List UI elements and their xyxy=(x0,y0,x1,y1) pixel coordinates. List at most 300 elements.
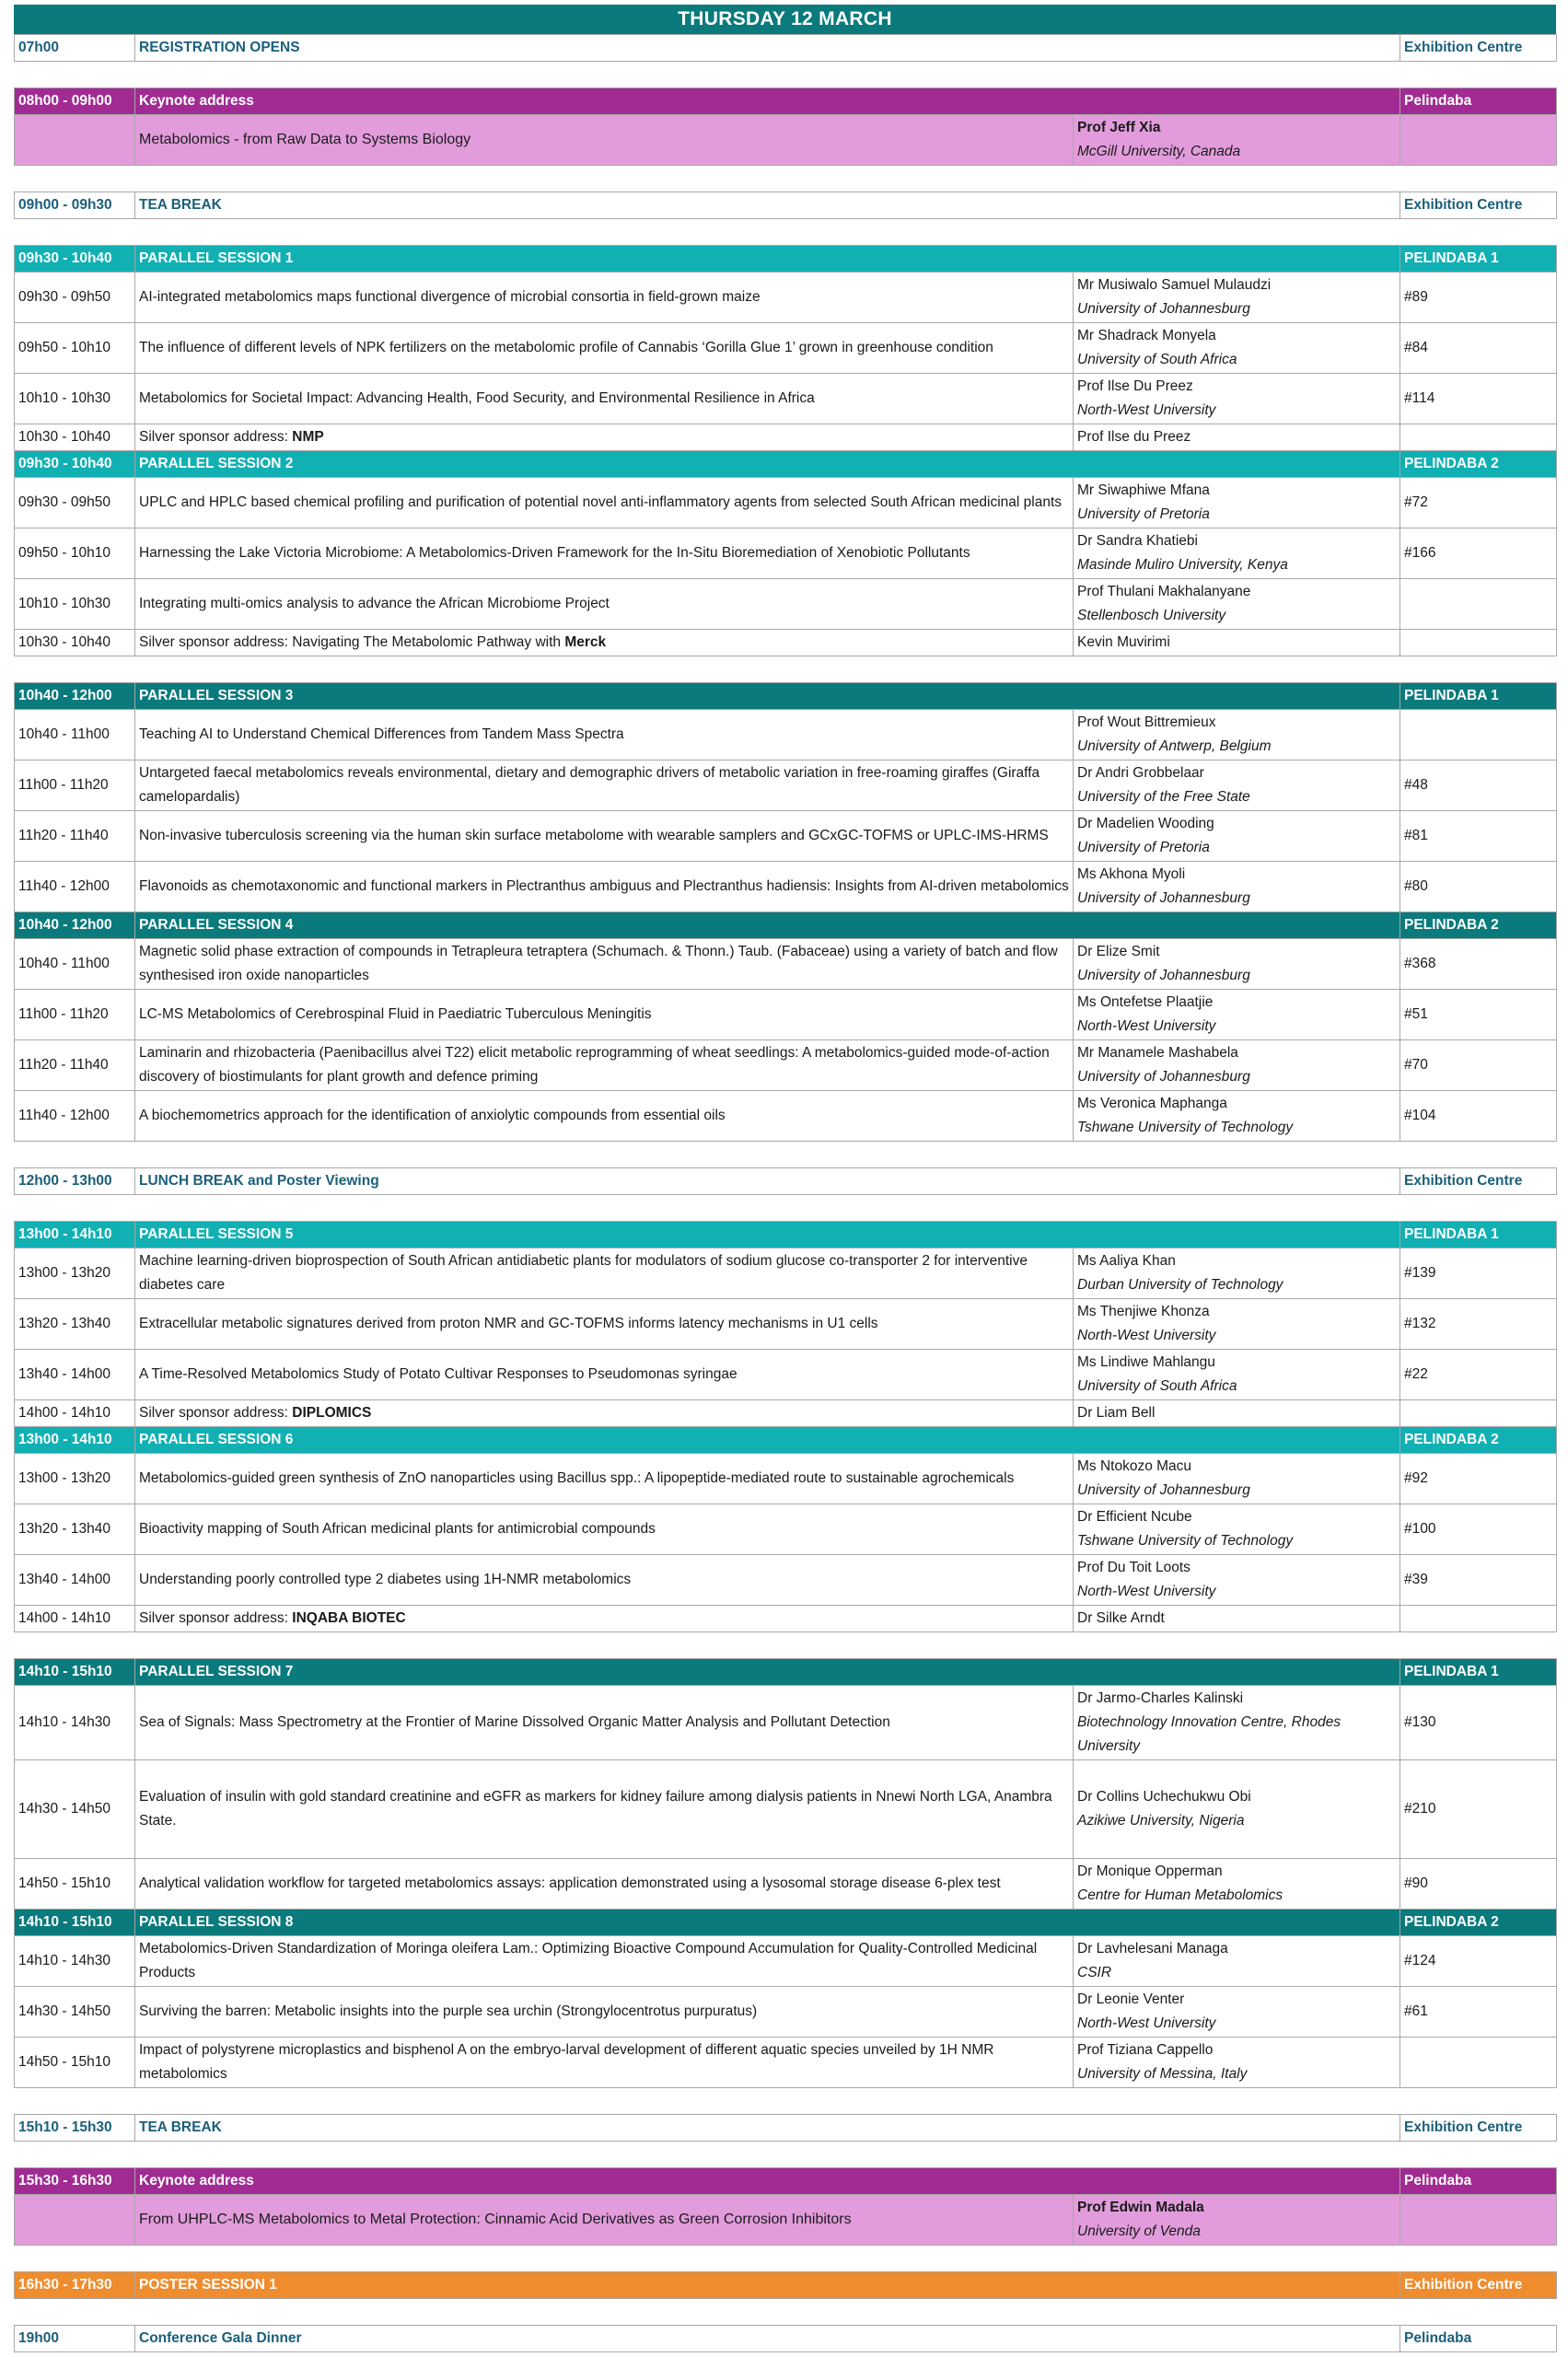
session-header-2 xyxy=(15,451,1557,478)
talk-title: Metabolomics for Societal Impact: Advancing Health, Food Security, and Environmental Resilience in Africa xyxy=(135,374,1074,424)
time-cell: 14h30 - 14h50 xyxy=(15,1760,135,1859)
time-cell: 19h00 xyxy=(15,2326,135,2352)
time-cell: 14h00 - 14h10 xyxy=(15,1400,135,1427)
speaker-name: Ms Aaliya Khan xyxy=(1077,1253,1176,1269)
talk-row xyxy=(15,1987,1557,2038)
event-label: LUNCH BREAK and Poster Viewing xyxy=(135,1168,1400,1195)
sponsor-name: NMP xyxy=(292,429,324,445)
event-label: Keynote address xyxy=(135,88,1400,115)
abstract-code: #368 xyxy=(1400,939,1557,990)
session-label: PARALLEL SESSION 3 xyxy=(135,683,1400,710)
talk-title: Metabolomics-Driven Standardization of Moringa oleifera Lam.: Optimizing Bioactive Compound Accumulation for Quality-Controlled Medicinal Products xyxy=(135,1936,1074,1987)
speaker-affiliation: North-West University xyxy=(1077,1018,1216,1034)
venue-cell: Exhibition Centre xyxy=(1400,35,1557,62)
speaker-cell xyxy=(1074,862,1400,912)
speaker-name: Mr Manamele Mashabela xyxy=(1077,1045,1238,1061)
time-cell: 13h40 - 14h00 xyxy=(15,1555,135,1606)
talk-title: Machine learning-driven bioprospection of South African antidiabetic plants for modulators of sodium glucose co-transporter 2 for interventive diabetes care xyxy=(135,1248,1074,1299)
session-label: PARALLEL SESSION 8 xyxy=(135,1910,1400,1936)
speaker-name: Dr Madelien Wooding xyxy=(1077,816,1214,831)
talk-row xyxy=(15,528,1557,579)
speaker-affiliation: McGill University, Canada xyxy=(1077,144,1241,159)
session-label: PARALLEL SESSION 2 xyxy=(135,451,1400,478)
speaker-name: Dr Sandra Khatiebi xyxy=(1077,533,1198,549)
sponsor-name: DIPLOMICS xyxy=(292,1405,372,1421)
speaker-cell xyxy=(1074,1686,1400,1760)
abstract-code: #139 xyxy=(1400,1248,1557,1299)
abstract-code: #39 xyxy=(1400,1555,1557,1606)
sessions-7-8-block xyxy=(14,1658,1557,2088)
talk-title: Sea of Signals: Mass Spectrometry at the Frontier of Marine Dissolved Organic Matter Analysis and Pollutant Detection xyxy=(135,1686,1074,1760)
abstract-code: #104 xyxy=(1400,1091,1557,1142)
talk-title: Metabolomics - from Raw Data to Systems Biology xyxy=(135,115,1074,166)
venue-cell: PELINDABA 1 xyxy=(1400,246,1557,273)
time-cell: 09h30 - 09h50 xyxy=(15,478,135,528)
time-cell: 15h30 - 16h30 xyxy=(15,2168,135,2195)
speaker-name: Dr Andri Grobbelaar xyxy=(1077,765,1204,781)
poster-session-block xyxy=(14,2271,1557,2299)
speaker-name: Kevin Muvirimi xyxy=(1074,630,1400,656)
talk-row xyxy=(15,990,1557,1040)
talk-title: Bioactivity mapping of South African medicinal plants for antimicrobial compounds xyxy=(135,1504,1074,1555)
abstract-code xyxy=(1400,579,1557,630)
tea-break-block-2 xyxy=(14,2114,1557,2142)
speaker-cell xyxy=(1074,811,1400,862)
abstract-code: #166 xyxy=(1400,528,1557,579)
time-cell: 14h10 - 14h30 xyxy=(15,1686,135,1760)
speaker-cell xyxy=(1074,1504,1400,1555)
time-cell: 13h00 - 14h10 xyxy=(15,1222,135,1248)
talk-title: The influence of different levels of NPK fertilizers on the metabolomic profile of Cannabis ‘Gorilla Glue 1’ grown in greenhouse condition xyxy=(135,323,1074,374)
talk-row xyxy=(15,710,1557,761)
sponsor-title xyxy=(135,1606,1074,1632)
sessions-1-2-block xyxy=(14,245,1557,656)
abstract-code: #48 xyxy=(1400,761,1557,811)
session-header-3 xyxy=(15,683,1557,710)
abstract-code xyxy=(1400,1606,1557,1632)
sponsor-row xyxy=(15,1400,1557,1427)
venue-cell: PELINDABA 2 xyxy=(1400,912,1557,939)
speaker-affiliation: North-West University xyxy=(1077,402,1216,418)
abstract-code: #84 xyxy=(1400,323,1557,374)
venue-cell: PELINDABA 2 xyxy=(1400,1427,1557,1454)
venue-cell: PELINDABA 2 xyxy=(1400,451,1557,478)
abstract-code: #89 xyxy=(1400,273,1557,323)
time-cell: 14h10 - 15h10 xyxy=(15,1659,135,1686)
sponsor-row xyxy=(15,424,1557,451)
speaker-affiliation: University of Johannesburg xyxy=(1077,890,1250,906)
sessions-3-4-block xyxy=(14,682,1557,1142)
talk-title: LC-MS Metabolomics of Cerebrospinal Fluid in Paediatric Tuberculous Meningitis xyxy=(135,990,1074,1040)
speaker-cell xyxy=(1074,2038,1400,2088)
keynote-talk xyxy=(15,115,1557,166)
time-cell: 11h40 - 12h00 xyxy=(15,1091,135,1142)
venue-cell: PELINDABA 1 xyxy=(1400,1222,1557,1248)
talk-title: UPLC and HPLC based chemical profiling and purification of potential novel anti-inflammatory agents from selected South African medicinal plants xyxy=(135,478,1074,528)
venue-cell: Pelindaba xyxy=(1400,2168,1557,2195)
talk-title: From UHPLC-MS Metabolomics to Metal Protection: Cinnamic Acid Derivatives as Green Corrosion Inhibitors xyxy=(135,2195,1074,2246)
speaker-name: Prof Ilse Du Preez xyxy=(1077,378,1193,394)
abstract-code: #210 xyxy=(1400,1760,1557,1859)
talk-title: Analytical validation workflow for targeted metabolomics assays: application demonstrated using a lysosomal storage disease 6-plex test xyxy=(135,1859,1074,1910)
programme-sheet xyxy=(14,5,1556,2352)
time-cell xyxy=(15,115,135,166)
speaker-name: Prof Du Toit Loots xyxy=(1077,1560,1191,1575)
day-title: THURSDAY 12 MARCH xyxy=(14,5,1556,34)
talk-row xyxy=(15,1936,1557,1987)
session-header-4 xyxy=(15,912,1557,939)
speaker-name: Prof Ilse du Preez xyxy=(1074,424,1400,451)
keynote-block-2 xyxy=(14,2167,1557,2246)
time-cell: 11h40 - 12h00 xyxy=(15,862,135,912)
abstract-code: #92 xyxy=(1400,1454,1557,1504)
venue-cell: Pelindaba xyxy=(1400,88,1557,115)
time-cell: 09h30 - 10h40 xyxy=(15,451,135,478)
speaker-cell xyxy=(1074,710,1400,761)
speaker-name: Dr Liam Bell xyxy=(1074,1400,1400,1427)
registration-row xyxy=(15,35,1557,62)
speaker-affiliation: University of Pretoria xyxy=(1077,506,1210,522)
speaker-name: Dr Lavhelesani Managa xyxy=(1077,1941,1228,1956)
talk-row xyxy=(15,579,1557,630)
talk-title: A Time-Resolved Metabolomics Study of Potato Cultivar Responses to Pseudomonas syringae xyxy=(135,1350,1074,1400)
speaker-name: Ms Lindiwe Mahlangu xyxy=(1077,1354,1215,1370)
talk-row xyxy=(15,1760,1557,1859)
speaker-name: Dr Jarmo-Charles Kalinski xyxy=(1077,1690,1244,1706)
time-cell: 09h50 - 10h10 xyxy=(15,528,135,579)
talk-row xyxy=(15,2038,1557,2088)
event-label: Keynote address xyxy=(135,2168,1400,2195)
keynote-header xyxy=(15,2168,1557,2195)
talk-title: Surviving the barren: Metabolic insights into the purple sea urchin (Strongylocentrotus purpuratus) xyxy=(135,1987,1074,2038)
speaker-name: Ms Ontefetse Plaatjie xyxy=(1077,994,1214,1010)
time-cell: 14h50 - 15h10 xyxy=(15,2038,135,2088)
talk-title: Integrating multi-omics analysis to advance the African Microbiome Project xyxy=(135,579,1074,630)
speaker-affiliation: Centre for Human Metabolomics xyxy=(1077,1887,1283,1903)
sessions-5-6-block xyxy=(14,1221,1557,1632)
speaker-cell xyxy=(1074,2195,1400,2246)
time-cell: 10h30 - 10h40 xyxy=(15,424,135,451)
event-label: TEA BREAK xyxy=(135,192,1400,219)
talk-title: Evaluation of insulin with gold standard creatinine and eGFR as markers for kidney failure among dialysis patients in Nnewi North LGA, Anambra State. xyxy=(135,1760,1074,1859)
talk-row xyxy=(15,1299,1557,1350)
sponsor-row xyxy=(15,1606,1557,1632)
session-header-1 xyxy=(15,246,1557,273)
talk-title: Impact of polystyrene microplastics and bisphenol A on the embryo-larval development of different aquatic species unveiled by 1H NMR metabolomics xyxy=(135,2038,1074,2088)
abstract-code: #114 xyxy=(1400,374,1557,424)
speaker-affiliation: University of Johannesburg xyxy=(1077,1069,1250,1085)
talk-row xyxy=(15,1091,1557,1142)
speaker-affiliation: Tshwane University of Technology xyxy=(1077,1533,1294,1549)
keynote-block-1 xyxy=(14,87,1557,166)
session-label: PARALLEL SESSION 7 xyxy=(135,1659,1400,1686)
speaker-cell xyxy=(1074,939,1400,990)
time-cell: 13h00 - 13h20 xyxy=(15,1248,135,1299)
abstract-code: #81 xyxy=(1400,811,1557,862)
speaker-affiliation: University of Antwerp, Belgium xyxy=(1077,738,1272,754)
session-label: PARALLEL SESSION 6 xyxy=(135,1427,1400,1454)
speaker-name: Dr Monique Opperman xyxy=(1077,1864,1223,1879)
time-cell xyxy=(15,2195,135,2246)
speaker-affiliation: North-West University xyxy=(1077,1584,1216,1599)
time-cell: 14h00 - 14h10 xyxy=(15,1606,135,1632)
abstract-code: #132 xyxy=(1400,1299,1557,1350)
talk-row xyxy=(15,273,1557,323)
event-label: REGISTRATION OPENS xyxy=(135,35,1400,62)
venue-cell: Exhibition Centre xyxy=(1400,1168,1557,1195)
speaker-cell xyxy=(1074,1091,1400,1142)
time-cell: 10h30 - 10h40 xyxy=(15,630,135,656)
talk-title: Laminarin and rhizobacteria (Paenibacillus alvei T22) elicit metabolic reprogramming of wheat seedlings: A metabolomics-guided mode-of-action discovery of biostimulants for plant growth and defence priming xyxy=(135,1040,1074,1091)
speaker-cell xyxy=(1074,1987,1400,2038)
talk-title: Teaching AI to Understand Chemical Differences from Tandem Mass Spectra xyxy=(135,710,1074,761)
speaker-cell xyxy=(1074,1350,1400,1400)
time-cell: 12h00 - 13h00 xyxy=(15,1168,135,1195)
speaker-cell xyxy=(1074,579,1400,630)
speaker-cell xyxy=(1074,1454,1400,1504)
venue-cell: Exhibition Centre xyxy=(1400,192,1557,219)
time-cell: 11h00 - 11h20 xyxy=(15,990,135,1040)
talk-title: AI-integrated metabolomics maps functional divergence of microbial consortia in field-grown maize xyxy=(135,273,1074,323)
code-cell xyxy=(1400,115,1557,166)
speaker-name: Prof Jeff Xia xyxy=(1077,120,1161,135)
abstract-code: #61 xyxy=(1400,1987,1557,2038)
sponsor-prefix: Silver sponsor address: xyxy=(139,1610,293,1626)
time-cell: 13h40 - 14h00 xyxy=(15,1350,135,1400)
time-cell: 16h30 - 17h30 xyxy=(15,2272,135,2299)
session-header-6 xyxy=(15,1427,1557,1454)
speaker-name: Dr Silke Arndt xyxy=(1074,1606,1400,1632)
talk-title: Untargeted faecal metabolomics reveals environmental, dietary and demographic drivers of metabolic variation in free-roaming giraffes (Giraffa camelopardalis) xyxy=(135,761,1074,811)
time-cell: 08h00 - 09h00 xyxy=(15,88,135,115)
registration-block xyxy=(14,34,1557,62)
sponsor-title xyxy=(135,630,1074,656)
talk-title: Harnessing the Lake Victoria Microbiome: A Metabolomics-Driven Framework for the In-Situ Bioremediation of Xenobiotic Pollutants xyxy=(135,528,1074,579)
venue-cell: PELINDABA 1 xyxy=(1400,1659,1557,1686)
talk-row xyxy=(15,1350,1557,1400)
speaker-name: Dr Collins Uchechukwu Obi xyxy=(1077,1789,1251,1805)
abstract-code: #124 xyxy=(1400,1936,1557,1987)
abstract-code xyxy=(1400,2038,1557,2088)
talk-title: Magnetic solid phase extraction of compounds in Tetrapleura tetraptera (Schumach. & Thonn.) Taub. (Fabaceae) using a variety of batch and flow synthesised iron oxide nanoparticles xyxy=(135,939,1074,990)
speaker-cell xyxy=(1074,273,1400,323)
time-cell: 10h10 - 10h30 xyxy=(15,374,135,424)
time-cell: 13h00 - 14h10 xyxy=(15,1427,135,1454)
speaker-name: Prof Thulani Makhalanyane xyxy=(1077,584,1251,599)
time-cell: 09h30 - 09h50 xyxy=(15,273,135,323)
speaker-affiliation: Biotechnology Innovation Centre, Rhodes University xyxy=(1077,1714,1342,1754)
speaker-cell xyxy=(1074,528,1400,579)
speaker-cell xyxy=(1074,761,1400,811)
time-cell: 14h30 - 14h50 xyxy=(15,1987,135,2038)
speaker-affiliation: University of South Africa xyxy=(1077,352,1237,367)
event-label: POSTER SESSION 1 xyxy=(135,2272,1400,2299)
gala-dinner-row xyxy=(15,2326,1557,2352)
speaker-name: Ms Ntokozo Macu xyxy=(1077,1458,1192,1474)
abstract-code: #100 xyxy=(1400,1504,1557,1555)
talk-row xyxy=(15,862,1557,912)
speaker-affiliation: Azikiwe University, Nigeria xyxy=(1077,1813,1245,1829)
talk-row xyxy=(15,1555,1557,1606)
abstract-code: #22 xyxy=(1400,1350,1557,1400)
talk-row xyxy=(15,1040,1557,1091)
session-header-7 xyxy=(15,1659,1557,1686)
talk-row xyxy=(15,811,1557,862)
talk-title: Extracellular metabolic signatures derived from proton NMR and GC-TOFMS informs latency mechanisms in U1 cells xyxy=(135,1299,1074,1350)
speaker-name: Mr Musiwalo Samuel Mulaudzi xyxy=(1077,277,1272,293)
abstract-code: #51 xyxy=(1400,990,1557,1040)
talk-row xyxy=(15,1248,1557,1299)
event-label: Conference Gala Dinner xyxy=(135,2326,1400,2352)
speaker-cell xyxy=(1074,323,1400,374)
time-cell: 09h50 - 10h10 xyxy=(15,323,135,374)
time-cell: 10h40 - 12h00 xyxy=(15,683,135,710)
talk-row xyxy=(15,478,1557,528)
speaker-cell xyxy=(1074,1555,1400,1606)
talk-row xyxy=(15,1504,1557,1555)
time-cell: 09h30 - 10h40 xyxy=(15,246,135,273)
abstract-code xyxy=(1400,424,1557,451)
gala-dinner-block xyxy=(14,2325,1557,2352)
speaker-name: Mr Siwaphiwe Mfana xyxy=(1077,482,1210,498)
speaker-affiliation: University of South Africa xyxy=(1077,1378,1237,1394)
speaker-cell xyxy=(1074,990,1400,1040)
sponsor-prefix: Silver sponsor address: xyxy=(139,429,293,445)
speaker-affiliation: Stellenbosch University xyxy=(1077,608,1226,623)
abstract-code: #90 xyxy=(1400,1859,1557,1910)
time-cell: 14h50 - 15h10 xyxy=(15,1859,135,1910)
session-label: PARALLEL SESSION 4 xyxy=(135,912,1400,939)
time-cell: 10h40 - 11h00 xyxy=(15,939,135,990)
speaker-cell xyxy=(1074,1299,1400,1350)
sponsor-row xyxy=(15,630,1557,656)
session-label: PARALLEL SESSION 1 xyxy=(135,246,1400,273)
speaker-name: Dr Elize Smit xyxy=(1077,944,1160,959)
speaker-affiliation: CSIR xyxy=(1077,1965,1112,1980)
talk-title: A biochemometrics approach for the identification of anxiolytic compounds from essential oils xyxy=(135,1091,1074,1142)
session-header-8 xyxy=(15,1910,1557,1936)
keynote-talk xyxy=(15,2195,1557,2246)
time-cell: 11h20 - 11h40 xyxy=(15,1040,135,1091)
time-cell: 11h00 - 11h20 xyxy=(15,761,135,811)
poster-session-row xyxy=(15,2272,1557,2299)
abstract-code: #72 xyxy=(1400,478,1557,528)
abstract-code xyxy=(1400,710,1557,761)
time-cell: 13h20 - 13h40 xyxy=(15,1299,135,1350)
talk-row xyxy=(15,374,1557,424)
abstract-code xyxy=(1400,1400,1557,1427)
speaker-cell xyxy=(1074,1936,1400,1987)
speaker-cell xyxy=(1074,115,1400,166)
sponsor-prefix: Silver sponsor address: xyxy=(139,1405,293,1421)
talk-title: Metabolomics-guided green synthesis of ZnO nanoparticles using Bacillus spp.: A lipopeptide-mediated route to sustainable agrochemicals xyxy=(135,1454,1074,1504)
speaker-cell xyxy=(1074,478,1400,528)
talk-title: Flavonoids as chemotaxonomic and functional markers in Plectranthus ambiguus and Plectranthus hadiensis: Insights from AI-driven metabolomics xyxy=(135,862,1074,912)
speaker-name: Ms Veronica Maphanga xyxy=(1077,1096,1227,1111)
speaker-affiliation: University of the Free State xyxy=(1077,789,1250,805)
talk-title: Understanding poorly controlled type 2 diabetes using 1H-NMR metabolomics xyxy=(135,1555,1074,1606)
sponsor-name: Merck xyxy=(564,634,607,650)
speaker-affiliation: University of Pretoria xyxy=(1077,840,1210,855)
venue-cell: Pelindaba xyxy=(1400,2326,1557,2352)
time-cell: 13h00 - 13h20 xyxy=(15,1454,135,1504)
speaker-affiliation: University of Messina, Italy xyxy=(1077,2066,1248,2082)
sponsor-prefix: Silver sponsor address: Navigating The Metabolomic Pathway with xyxy=(139,634,565,650)
speaker-name: Mr Shadrack Monyela xyxy=(1077,328,1216,343)
time-cell: 07h00 xyxy=(15,35,135,62)
keynote-header xyxy=(15,88,1557,115)
speaker-name: Dr Efficient Ncube xyxy=(1077,1509,1192,1525)
lunch-row xyxy=(15,1168,1557,1195)
lunch-block xyxy=(14,1167,1557,1195)
speaker-name: Dr Leonie Venter xyxy=(1077,1991,1185,2007)
venue-cell: PELINDABA 2 xyxy=(1400,1910,1557,1936)
sponsor-name: INQABA BIOTEC xyxy=(292,1610,406,1626)
time-cell: 11h20 - 11h40 xyxy=(15,811,135,862)
abstract-code: #80 xyxy=(1400,862,1557,912)
venue-cell: Exhibition Centre xyxy=(1400,2272,1557,2299)
sponsor-title xyxy=(135,424,1074,451)
tea-break-row xyxy=(15,192,1557,219)
talk-row xyxy=(15,323,1557,374)
event-label: TEA BREAK xyxy=(135,2115,1400,2142)
speaker-affiliation: University of Johannesburg xyxy=(1077,1482,1250,1498)
time-cell: 14h10 - 15h10 xyxy=(15,1910,135,1936)
speaker-affiliation: University of Johannesburg xyxy=(1077,968,1250,983)
speaker-cell xyxy=(1074,1248,1400,1299)
time-cell: 10h40 - 11h00 xyxy=(15,710,135,761)
time-cell: 14h10 - 14h30 xyxy=(15,1936,135,1987)
speaker-cell xyxy=(1074,1760,1400,1859)
abstract-code xyxy=(1400,630,1557,656)
speaker-name: Ms Akhona Myoli xyxy=(1077,866,1186,882)
speaker-affiliation: University of Venda xyxy=(1077,2223,1201,2239)
talk-title: Non-invasive tuberculosis screening via the human skin surface metabolome with wearable samplers and GCxGC-TOFMS or UPLC-IMS-HRMS xyxy=(135,811,1074,862)
speaker-cell xyxy=(1074,1040,1400,1091)
speaker-name: Prof Wout Bittremieux xyxy=(1077,714,1216,730)
venue-cell: PELINDABA 1 xyxy=(1400,683,1557,710)
talk-row xyxy=(15,1454,1557,1504)
speaker-affiliation: Durban University of Technology xyxy=(1077,1277,1283,1293)
talk-row xyxy=(15,761,1557,811)
talk-row xyxy=(15,939,1557,990)
tea-break-block-1 xyxy=(14,192,1557,219)
speaker-affiliation: Tshwane University of Technology xyxy=(1077,1120,1294,1135)
session-label: PARALLEL SESSION 5 xyxy=(135,1222,1400,1248)
speaker-cell xyxy=(1074,374,1400,424)
speaker-cell xyxy=(1074,1859,1400,1910)
time-cell: 09h00 - 09h30 xyxy=(15,192,135,219)
time-cell: 15h10 - 15h30 xyxy=(15,2115,135,2142)
code-cell xyxy=(1400,2195,1557,2246)
talk-row xyxy=(15,1686,1557,1760)
speaker-name: Prof Tiziana Cappello xyxy=(1077,2042,1214,2058)
speaker-affiliation: North-West University xyxy=(1077,2015,1216,2031)
abstract-code: #70 xyxy=(1400,1040,1557,1091)
talk-row xyxy=(15,1859,1557,1910)
speaker-affiliation: Masinde Muliro University, Kenya xyxy=(1077,557,1288,573)
abstract-code: #130 xyxy=(1400,1686,1557,1760)
speaker-name: Prof Edwin Madala xyxy=(1077,2200,1204,2215)
time-cell: 10h10 - 10h30 xyxy=(15,579,135,630)
speaker-affiliation: University of Johannesburg xyxy=(1077,301,1250,317)
tea-break-row xyxy=(15,2115,1557,2142)
session-header-5 xyxy=(15,1222,1557,1248)
venue-cell: Exhibition Centre xyxy=(1400,2115,1557,2142)
speaker-affiliation: North-West University xyxy=(1077,1328,1216,1343)
sponsor-title xyxy=(135,1400,1074,1427)
speaker-name: Ms Thenjiwe Khonza xyxy=(1077,1304,1210,1319)
